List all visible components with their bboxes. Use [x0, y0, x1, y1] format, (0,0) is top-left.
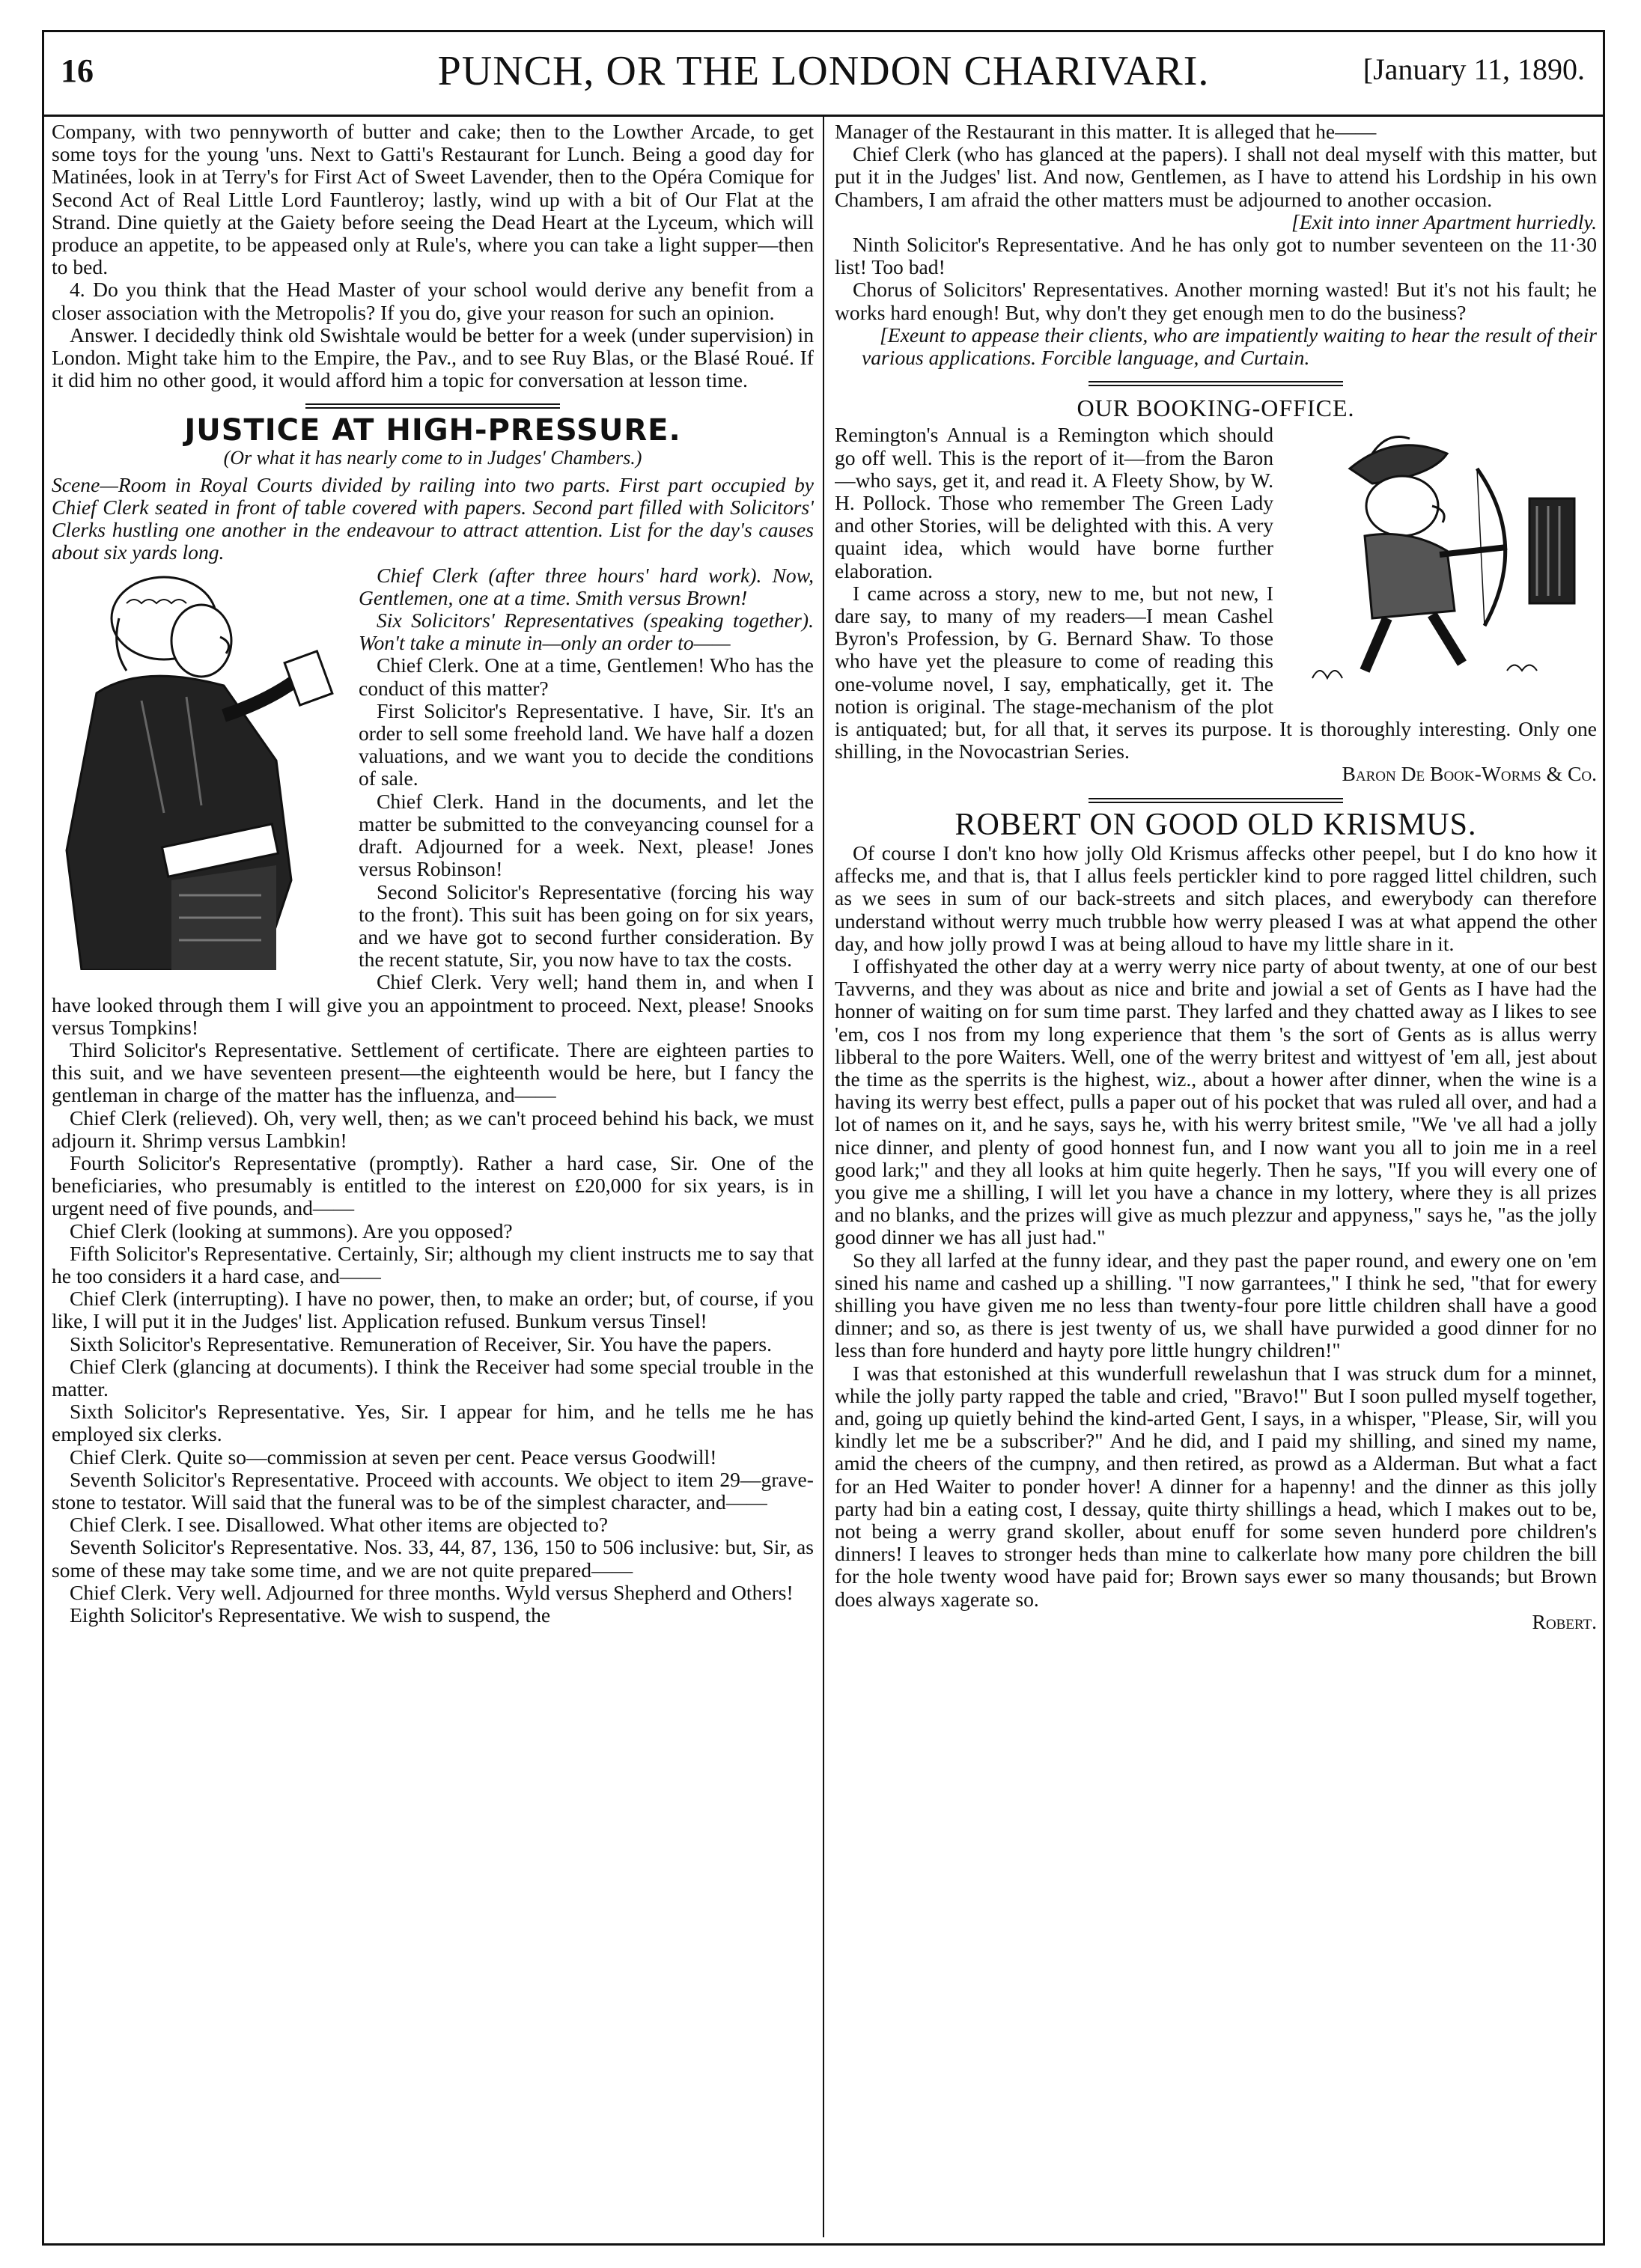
intro-paragraph: Company, with two pennyworth of butter and cake; then to the Lowther Arcade, to get some toys for the young 'uns. Next to Gatti's Restaurant for Lunch. Being a good day for Matinées, look in at Terry's for First Act of Sweet Lavender, then to the Opéra Comique for Second Act of Real Little Lord Fauntleroy; lastly, wind up with a bit of Our Flat at the Strand. Dine quietly at the Gaiety before seeing the Dead Heart at the Lyceum, which will produce an appetite, to be appeased only at Rule's, where you can take a light supper—then to bed. — [52, 121, 814, 279]
robert-signoff-text: Robert. — [1532, 1609, 1597, 1633]
robert-title: ROBERT ON GOOD OLD KRISMUS. — [955, 807, 1477, 842]
booking-office-title: OUR BOOKING-OFFICE. — [1077, 394, 1355, 422]
dialogue-line-3: Chief Clerk. One at a time, Gentlemen! Who has the conduct of this matter? — [359, 653, 814, 700]
judge-clerk-drawing — [52, 566, 348, 970]
dialogue-line-15: Chief Clerk (glancing at documents). I think the Receiver had some special trouble in the matter. — [52, 1354, 814, 1400]
dialogue-line-9: Chief Clerk (relieved). Oh, very well, then; as we can't proceed behind his back, we must adjourn it. Shrimp versus Lambkin! — [52, 1106, 814, 1152]
dialogue-line-12: Fifth Solicitor's Representative. Certainly, Sir; although my client instructs me to say that he too considers it a hard case, and—— — [52, 1241, 814, 1287]
dialogue-line-13: Chief Clerk (interrupting). I have no power, then, to make an order; but, of course, if you like, I will put it in the Judges' list. Application refused. Bunkum versus Tinsel! — [52, 1287, 814, 1333]
right-column — [835, 121, 1597, 2239]
booking-signoff-text: Baron De Book-Worms & Co. — [1342, 762, 1597, 786]
continuation-line-2: Chief Clerk (who has glanced at the papers). I shall not deal myself with this matter, but put it in the Judges' list. And now, Gentlemen, as I have to attend his Lordship in his own Chambers, I am afraid the other matters must be adjourned to another occasion. — [835, 142, 1597, 211]
dialogue-line-4: First Solicitor's Representative. I have, Sir. It's an order to sell some freehold land. We have half a dozen valuations, and we want you to decide the conditions of sale. — [359, 698, 814, 790]
stage-direction-exeunt: [Exeunt to appease their clients, who are impatiently waiting to hear the result of their various applications. Forcible language, and Curtain. — [862, 323, 1597, 370]
justice-subtitle: (Or what it has nearly come to in Judges' Chambers.) — [223, 446, 642, 469]
dialogue-line-21: Chief Clerk. Very well. Adjourned for three months. Wyld versus Shepherd and Others! — [70, 1580, 794, 1604]
judge-clerk-illustration — [52, 566, 348, 970]
dialogue-line-8: Third Solicitor's Representative. Settlement of certificate. There are eighteen parties to this suit, and we have seventeen present—the eighteenth would be here, but I fancy the gentleman in charge of the matter has the influenza, and—— — [52, 1037, 814, 1107]
dialogue-line-2: Six Solicitors' Representatives (speaking together). Won't take a minute in—only an order to—— — [359, 609, 814, 655]
answer-4: Answer. I decidedly think old Swishtale would be better for a week (under supervision) in London. Might take him to the Empire, the Pav., and to see Ruy Blas, or the Blasé Roué. If it did him no other good, it would afford him a topic for conversation at lesson time. — [52, 323, 814, 392]
robert-paragraph-1: Of course I don't kno how jolly Old Krismus affecks other peepel, but I do kno how it affecks me, and that is, that I allus feels pertickler kind to pore ragged littel children, such as we sees in sum of our back-streets and sitch places, and ewerybody can therefore understand without werry much trubble how werry pleased I was at what append the other day, and how jolly prowd I was at being alloud to have my little share in it. — [835, 841, 1597, 955]
scene-description: Scene—Room in Royal Courts divided by railing into two parts. First part occupied by Chief Clerk seated in front of table covered with papers. Second part filled with Solicitors' Clerks hustling one another in the endeavour to attract attention. List for the day's causes about six yards long. — [52, 472, 814, 564]
dialogue-line-22: Eighth Solicitor's Representative. We wish to suspend, the — [70, 1603, 551, 1627]
robert-paragraph-3: So they all larfed at the funny idear, and they past the paper round, and ewery one on 'em sined his name and cashed up a shilling. "I now garrantees," I think he sed, "that for ewery shilling you have given me no less than twenty-four pore little children shall have a good dinner; and so, as there is jest twenty of us, we shall have purwided a good dinner for no less than fore hunderd and hayty pore little hungry children!" — [835, 1248, 1597, 1362]
newspaper-page — [42, 30, 1605, 2246]
dialogue-line-17: Chief Clerk. Quite so—commission at seven per cent. Peace versus Goodwill! — [70, 1445, 717, 1469]
section-rule — [305, 403, 560, 409]
section-rule — [1089, 381, 1343, 386]
dialogue-line-10: Fourth Solicitor's Representative (promptly). Rather a hard case, Sir. One of the beneficiaries, who presumably is entitled to the interest on £20,000 for six years, is in urgent need of five pounds, and—— — [52, 1150, 814, 1220]
dialogue-line-16: Sixth Solicitor's Representative. Yes, Sir. I appear for him, and he tells me he has employed six clerks. — [52, 1400, 814, 1446]
dialogue-line-5: Chief Clerk. Hand in the documents, and let the matter be submitted to the conveyancing counsel for a draft. Adjourned for a week. Next, please! Jones versus Robinson! — [359, 789, 814, 881]
archer-illustration — [1282, 424, 1597, 693]
robert-paragraph-2: I offishyated the other day at a werry werry nice party of about twenty, at one of our best Tavverns, and they was about as nice and brite and jowial a set of Gents as I have had the honner of waiting on for sum time parst. They larfed and they chatted away as I likes to see 'em, cos I nos from my long experience that them 's the sort of Gents as is allus werry libberal to the pore Waiters. Well, one of the werry britest and wittyest of 'em all, jest about the time as the sperrits is the highest, wiz., about a hower after dinner, when the wine is a having its werry best effect, pulls a paper out of his pocket that was ruled all over, and had a lot of names on it, and he says, says he, with his werry britest smile, "We 've all had a jolly nice dinner, and plenty of good honnest fun, and I now want you all to join me in a reel good lark;" and they all looks at him quite hegerly. Then he says, "If you will every one of you give me a shilling, I will let you have a chance in my lottery, where they is all prizes and no blanks, and the prizes will give as much plezzur and appyness," says he, "as the jolly good dinner we has all just had." — [835, 954, 1597, 1249]
masthead: PUNCH, OR THE LONDON CHARIVARI. — [437, 48, 1210, 94]
dialogue-line-1: Chief Clerk (after three hours' hard work). Now, Gentlemen, one at a time. Smith versus Brown! — [359, 563, 814, 609]
left-column — [52, 121, 814, 2239]
dialogue-line-7: Chief Clerk. Very well; hand them in, and when I have looked through them I will give you an appointment to proceed. Next, please! Snooks versus Tompkins! — [52, 970, 814, 1039]
continuation-line-4: Ninth Solicitor's Representative. And he has only got to number seventeen on the 11·30 list! Too bad! — [835, 233, 1597, 279]
robert-signoff — [835, 1611, 1597, 1633]
dialogue-line-14: Sixth Solicitor's Representative. Remuneration of Receiver, Sir. You have the papers. — [70, 1332, 773, 1356]
column-divider — [823, 116, 824, 2237]
dialogue-line-18: Seventh Solicitor's Representative. Proceed with accounts. We object to item 29—grave-stone to testator. Will said that the funeral was to be of the simplest character, and—— — [52, 1467, 814, 1513]
dialogue-line-11: Chief Clerk (looking at summons). Are you opposed? — [70, 1219, 513, 1243]
stage-direction-exit: [Exit into inner Apartment hurriedly. — [1291, 210, 1597, 234]
dialogue-line-19: Chief Clerk. I see. Disallowed. What other items are objected to? — [70, 1513, 608, 1537]
booking-paragraph-2: I came across a story, new to me, but not new, I dare say, to many of my readers—I mean Cashel Byron's Profession, by G. Bernard Shaw. To those who have yet the pleasure to come of reading this one-volume novel, I say, emphatically, get it. The notion is original. The stage-mechanism of the plot is antiquated; but, for all that, it serves its purpose. It is thoroughly interesting. Only one shilling, in the Novocastrian Series. — [835, 581, 1597, 763]
page-header — [44, 32, 1603, 115]
booking-signoff — [835, 763, 1597, 785]
question-4: 4. Do you think that the Head Master of your school would derive any benefit from a closer association with the Metropolis? If you do, give your reason for such an opinion. — [52, 278, 814, 324]
section-rule — [1089, 798, 1343, 803]
booking-paragraph-1: Remington's Annual is a Remington which should go off well. This is the report of it—from the Baron—who says, get it, and read it. A Fleety Show, by W. H. Pollock. Those who remember The Green Lady and other Stories, will be delighted with this. A very quaint idea, which would have borne further elaboration. — [835, 423, 1273, 582]
continuation-line-5: Chorus of Solicitors' Representatives. Another morning wasted! But it's not his fault; he works hard enough! But, why don't they get enough men to do the business? — [835, 278, 1597, 324]
justice-title: JUSTICE AT HIGH-PRESSURE. — [184, 413, 681, 448]
page-number: 16 — [61, 52, 94, 89]
issue-date: [January 11, 1890. — [1363, 52, 1585, 86]
continuation-line-1: Manager of the Restaurant in this matter. It is alleged that he—— — [835, 121, 1377, 143]
robert-paragraph-4: I was that estonished at this wunderfull rewelashun that I was struck dum for a minnet, while the jolly party rapped the table and cried, "Bravo!" But I soon pulled myself together, and, going up quietly behind the kind-arted Gent, I says, in a whisper, "Please, Sir, will you kindly let me be a subscriber?" And he did, and I paid my shilling, and sined my name, amid the cheers of the cumpny, and then retired, as prowd as a Alderman. But what a fact for an Hed Waiter to ponder hover! A dinner for a hapenny! and the dinner as this jolly party had bin a eating cost, I dessay, quite thirty shillings a head, which I makes out to be, not being a werry grand skoller, about enuff for some seven hunderd pore children's dinners! I leaves to stronger heds than mine to calkerlate how many pore children the bill for the hole twenty wood have paid for; Brown says ewer so many thousands; but Brown does always xagerate so. — [835, 1361, 1597, 1611]
archer-drawing — [1282, 424, 1597, 693]
dialogue-line-6: Second Solicitor's Representative (forcing his way to the front). This suit has been going on for six years, and we have got to second further consideration. By the recent statute, Sir, you now have to tax the costs. — [359, 880, 814, 972]
dialogue-line-20: Seventh Solicitor's Representative. Nos. 33, 44, 87, 136, 150 to 506 inclusive: but, Sir, as some of these may take some time, and we are not quite prepared—— — [52, 1535, 814, 1582]
